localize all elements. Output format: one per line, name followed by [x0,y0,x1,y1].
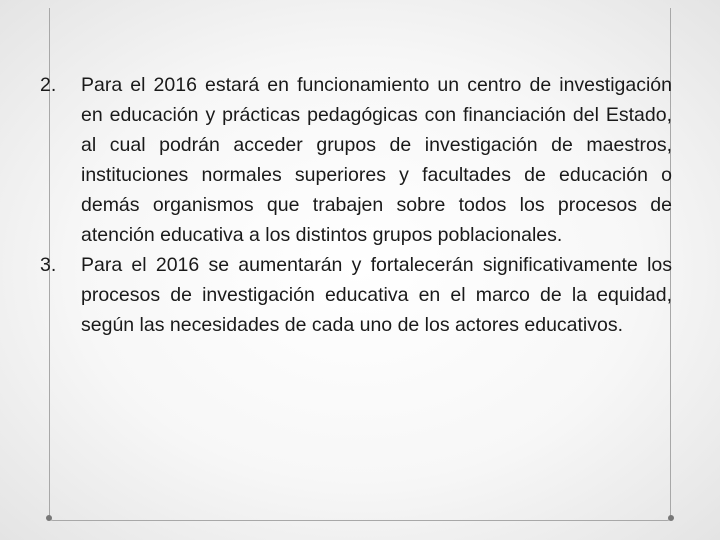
numbered-list [40,70,672,340]
list-item-2 [40,70,672,250]
left-bullet-dot-decoration [46,515,52,521]
slide-content [40,70,672,340]
list-item-number: 2. [40,74,57,96]
list-item-number: 3. [40,254,57,276]
list-item-3 [40,250,672,340]
right-bullet-dot-decoration [668,515,674,521]
list-item-text: Para el 2016 se aumentarán y fortalecerán significativamente los procesos de investigación educativa en el marco de la equidad, según las necesidades de cada uno de los actores educativos. [81,254,672,336]
list-item-text: Para el 2016 estará en funcionamiento un centro de investigación en educación y prácticas pedagógicas con financiación del Estado, al cual podrán acceder grupos de investigación de maestros, instituciones normales superiores y facultades de educación o demás organismos que trabajen sobre todos los procesos de atención educativa a los distintos grupos poblacionales. [81,74,672,246]
